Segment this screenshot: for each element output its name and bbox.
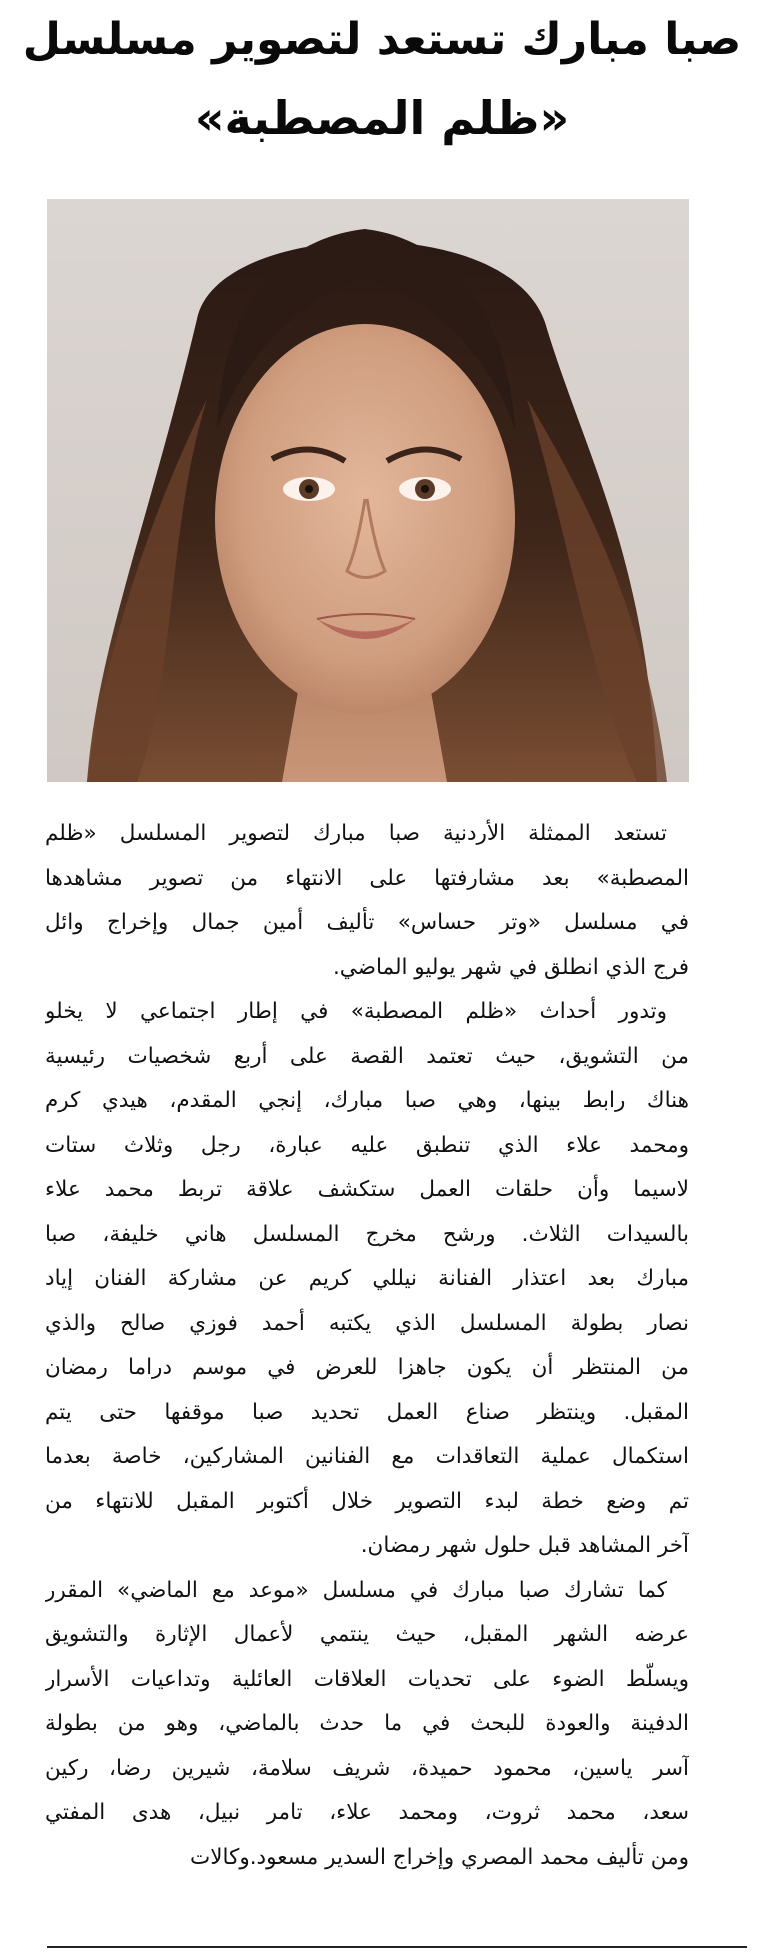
article-line: ومحمد علاء الذي تنطبق عليه عبارة، رجل وثلاث ستات — [45, 1132, 689, 1158]
article-line: هناك رابط بينها، وهي صبا مبارك، إنجي المقدم، هيدي كرم — [45, 1088, 689, 1113]
article-line: آسر ياسين، محمود حميدة، شريف سلامة، شيرين رضا، ركين — [45, 1755, 689, 1781]
headline-line-2: «ظلم المصطبة» — [194, 91, 570, 145]
article-line: سعد، محمد ثروت، ومحمد علاء، تامر نبيل، هدى المفتي — [45, 1800, 689, 1825]
portrait-photo-icon — [47, 199, 689, 782]
article-line: الدفينة والعودة للبحث في ما حدث بالماضي، وهو من بطولة — [45, 1711, 689, 1736]
article-line: آخر المشاهد قبل حلول شهر رمضان. — [360, 1533, 689, 1558]
article-line: مبارك بعد اعتذار الفنانة نيللي كريم عن مشاركة الفنان إياد — [45, 1266, 689, 1291]
article-line: لاسيما وأن حلقات العمل ستكشف علاقة تربط محمد علاء — [45, 1177, 689, 1202]
article-body — [45, 812, 689, 1880]
article-line: فرج الذي انطلق في شهر يوليو الماضي. — [332, 954, 689, 980]
article-line: تستعد الممثلة الأردنية صبا مبارك لتصوير المسلسل «ظلم — [45, 821, 667, 846]
article-line: بالسيدات الثلاث. ورشح مخرج المسلسل هاني خليفة، صبا — [45, 1221, 689, 1247]
article-line: تم وضع خطة لبدء التصوير خلال أكتوبر المقبل للانتهاء من — [45, 1488, 689, 1514]
article-line: كما تشارك صبا مبارك في مسلسل «موعد مع الماضي» المقرر — [45, 1577, 667, 1603]
article-line: ويسلّط الضوء على تحديات العلاقات العائلية وتداعيات الأسرار — [45, 1666, 689, 1692]
article-line: عرضه الشهر المقبل، حيث ينتمي لأعمال الإثارة والتشويق — [45, 1622, 689, 1647]
portrait-photo — [47, 199, 689, 782]
article-line: المقبل. وينتظر صناع العمل تحديد صبا موقفها حتى يتم — [45, 1399, 689, 1425]
article-line: استكمال عملية التعاقدات مع الفنانين المشاركين، خاصة بعدما — [45, 1444, 689, 1469]
article-line: من المنتظر أن يكون جاهزا للعرض في موسم دراما رمضان — [45, 1355, 689, 1380]
article-line: المصطبة» بعد مشارفتها على الانتهاء من تصوير مشاهدها — [45, 865, 689, 891]
article-line: ومن تأليف محمد المصري وإخراج السدير مسعود.وكالات — [190, 1844, 689, 1870]
article-line: وتدور أحداث «ظلم المصطبة» في إطار اجتماعي لا يخلو — [45, 999, 667, 1024]
article-line: من التشويق، حيث تعتمد القصة على أربع شخصيات رئيسية — [45, 1043, 689, 1069]
article-line: في مسلسل «وتر حساس» تأليف أمين جمال وإخراج وائل — [45, 910, 689, 935]
article-line: نصار بطولة المسلسل الذي يكتبه أحمد فوزي صالح والذي — [45, 1310, 689, 1336]
bottom-divider — [47, 1946, 747, 1948]
headline-line-1: صبا مبارك تستعد لتصوير مسلسل — [22, 14, 742, 65]
